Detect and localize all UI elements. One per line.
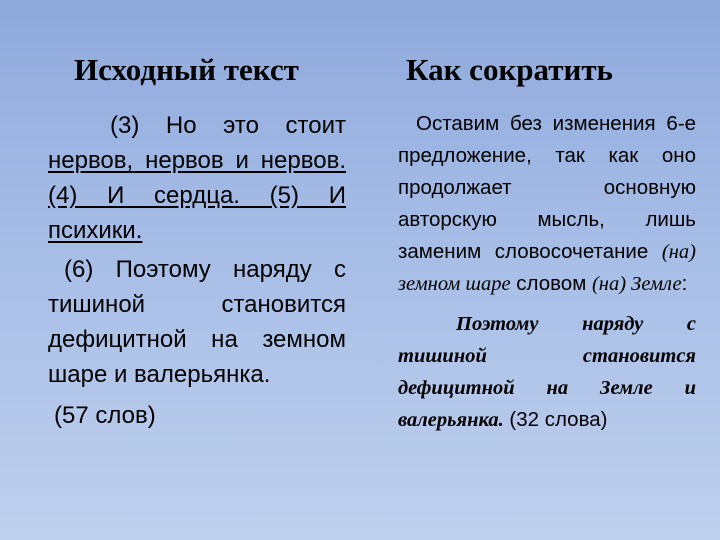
result-paragraph	[398, 308, 696, 436]
explanation-text: Оставим без изменения 6-е предложение, так как оно продолжает основную авторскую мысль, лишь заменим словосочетание	[398, 112, 696, 263]
original-paragraph-2: (6) Поэтому наряду с тишиной становится дефицитной на земном шаре и валерьянка.	[48, 256, 346, 388]
old-phrase: (на) земном шаре	[398, 241, 696, 295]
paragraph-1-intro: (3) Но это стоит	[110, 112, 346, 139]
explanation-middle: словом	[510, 272, 592, 295]
underlined-repetition: нервов, нервов и нервов. (4) И сердца. (5) И психики.	[48, 147, 346, 244]
shortened-sentence: Поэтому наряду с тишиной становится дефицитной на Земле и валерьянка.	[398, 313, 696, 431]
original-word-count: (57 слов)	[54, 402, 156, 429]
original-paragraph-1	[48, 108, 346, 248]
original-text-heading: Исходный текст	[74, 52, 299, 87]
new-phrase: (на) Земле	[591, 273, 682, 295]
original-text-column	[48, 108, 346, 433]
shortening-column	[398, 108, 696, 436]
shortened-word-count: (32 слова)	[503, 408, 608, 431]
how-to-shorten-heading: Как сократить	[406, 52, 613, 87]
explanation-paragraph	[398, 108, 696, 300]
explanation-end: :	[681, 272, 688, 295]
